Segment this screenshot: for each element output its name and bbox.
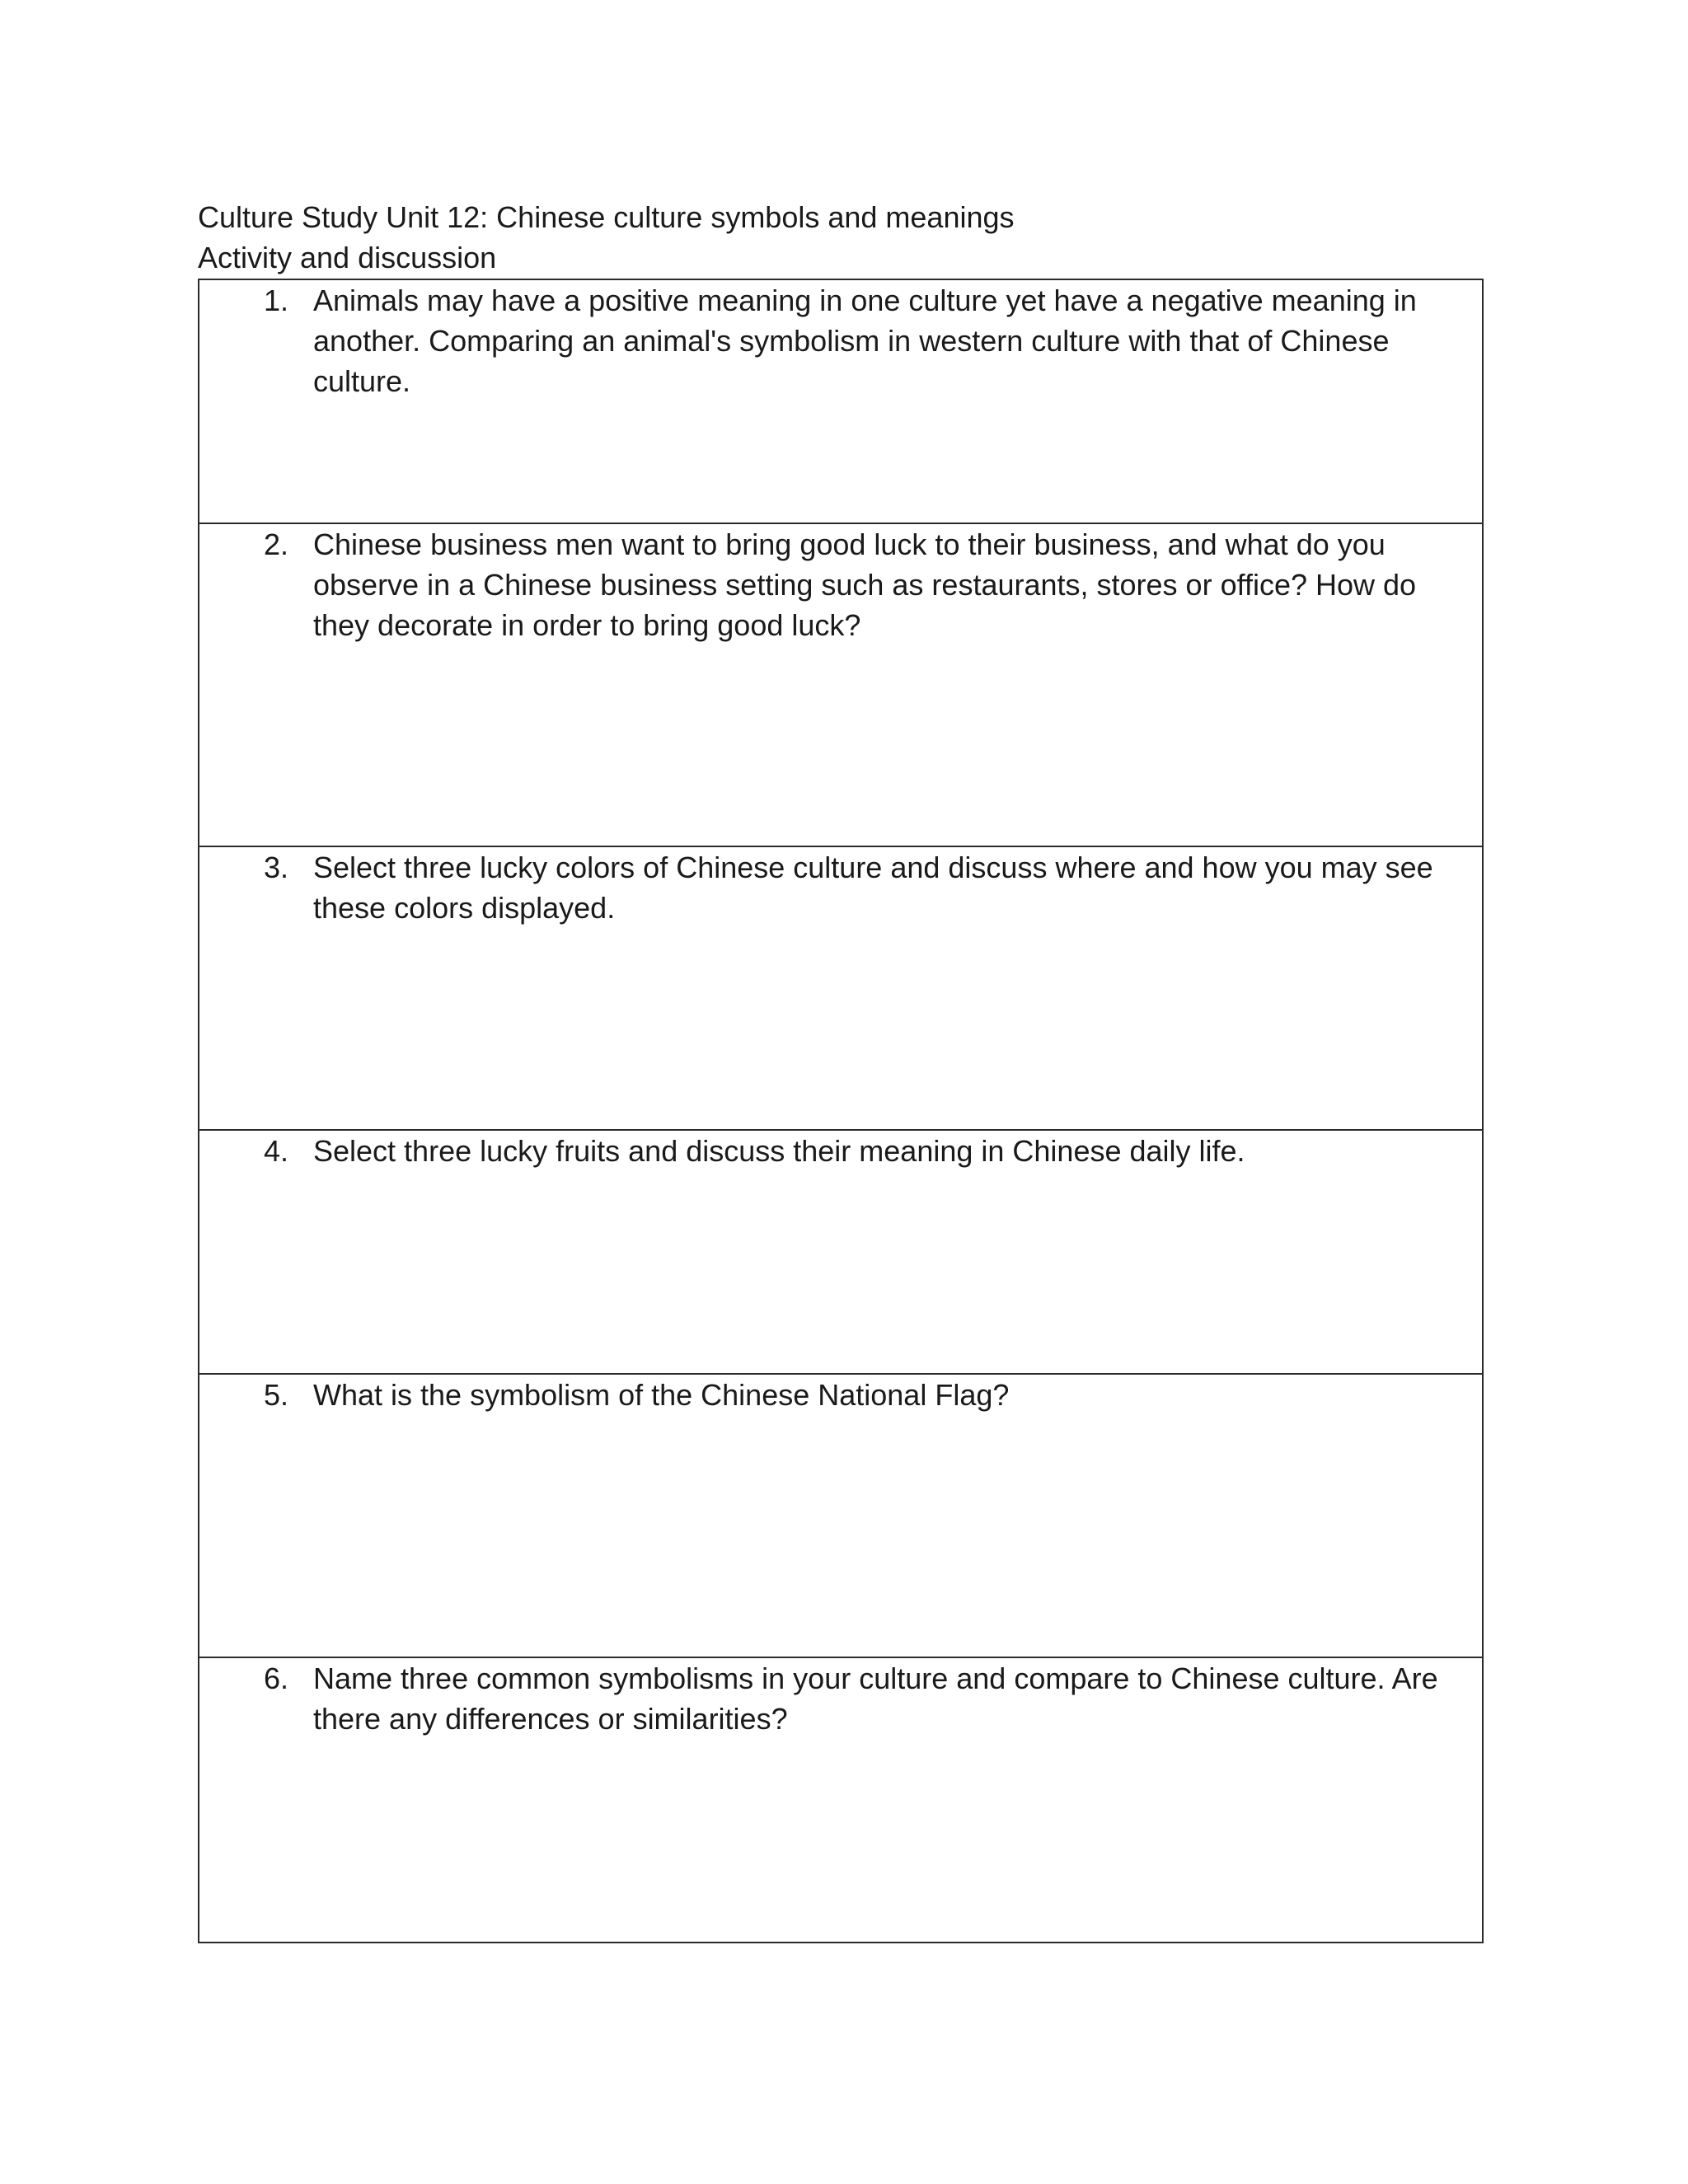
question-number-3: 3. <box>264 851 289 884</box>
question-text-6: Name three common symbolisms in your culture and compare to Chinese culture. Are there any differences or similarities? <box>313 1661 1438 1736</box>
document-title: Culture Study Unit 12: Chinese culture symbols and meanings <box>198 200 1015 234</box>
question-number-5: 5. <box>264 1378 289 1412</box>
question-text-3: Select three lucky colors of Chinese culture and discuss where and how you may see these colors displayed. <box>313 851 1433 925</box>
question-row-3 <box>199 847 1482 1131</box>
question-text-4: Select three lucky fruits and discuss their meaning in Chinese daily life. <box>313 1134 1245 1168</box>
question-row-6 <box>199 1658 1482 1942</box>
question-number-6: 6. <box>264 1661 289 1695</box>
question-number-4: 4. <box>264 1134 289 1168</box>
question-text-5: What is the symbolism of the Chinese National Flag? <box>313 1378 1010 1412</box>
questions-table <box>198 279 1484 1943</box>
question-row-2 <box>199 524 1482 847</box>
question-row-4 <box>199 1131 1482 1375</box>
question-row-5 <box>199 1375 1482 1658</box>
question-number-1: 1. <box>264 284 289 317</box>
question-text-1: Animals may have a positive meaning in one culture yet have a negative meaning in another. Comparing an animal's symbolism in western culture with that of Chinese culture. <box>313 284 1417 398</box>
question-text-2: Chinese business men want to bring good luck to their business, and what do you observe in a Chinese business setting such as restaurants, stores or office? How do they decorate in order to bring good luck? <box>313 527 1417 642</box>
question-row-1 <box>199 280 1482 524</box>
document-subtitle: Activity and discussion <box>198 241 497 274</box>
question-number-2: 2. <box>264 527 289 561</box>
